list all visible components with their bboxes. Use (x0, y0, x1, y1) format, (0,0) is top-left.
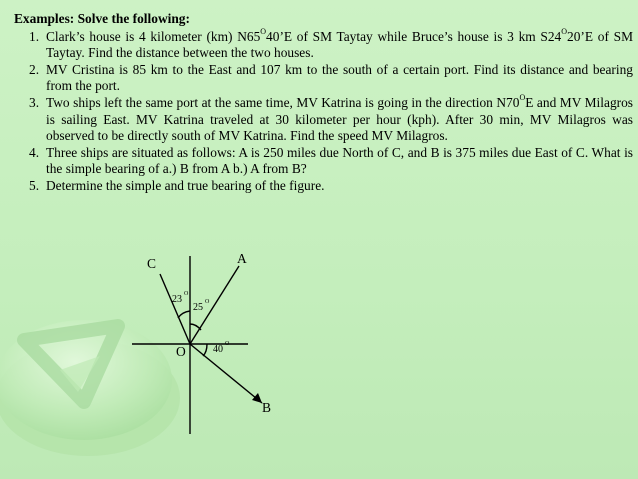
label-c: C (147, 256, 157, 271)
degree-mark-b: O (225, 341, 230, 347)
problem-text: MV Cristina is 85 km to the East and 107 km to the south of a certain port. Find its distance and bearing from the port. (46, 61, 633, 94)
label-b: B (262, 400, 272, 415)
problem-item-1: 1. Clark’s house is 4 kilometer (km) $N65^O40’E$ of SM Taytay while Bruce’s house is 3 km $S24^O20’E$ of SM Taytay. Find the distance between the two houses. (29, 26, 634, 61)
ray-ob (190, 344, 262, 403)
problem-number: 4. (29, 144, 40, 160)
label-o: O (176, 344, 186, 359)
examples-heading: Examples: Solve the following: (14, 11, 190, 26)
ray-oc (160, 274, 190, 344)
problem-item-3: 3. Two ships left the same port at the same time, MV Katrina is going in the direction $N70^OE$ and MV Milagros is sailing East. MV Katrina traveled at 30 kilometer per hour (kph). After 30 min, MV Milagros was observed to be directly south of MV Katrina. Find the speed MV Milagros. (29, 92, 634, 144)
label-a: A (237, 251, 247, 266)
angle-arc-c (178, 311, 190, 318)
angle-label-b: 40 (213, 344, 223, 355)
angle-label-a: 25 (193, 302, 203, 313)
arrowhead-b (252, 393, 262, 403)
problem-number: 1. (29, 28, 40, 44)
problem-text: Three ships are situated as follows: A is 250 miles due North of C, and B is 375 miles due East of C. What is the simple bearing of a.) B from A b.) A from B? (46, 144, 633, 177)
problem-number: 3. (29, 94, 40, 110)
problem-text: Determine the simple and true bearing of the figure. (46, 177, 325, 193)
problem-number: 2. (29, 61, 40, 77)
degree-mark-a: O (205, 299, 210, 305)
angle-arc-a (190, 324, 201, 330)
degree-mark-c: O (184, 291, 189, 297)
angle-arc-b (203, 344, 207, 356)
problem-number: 5. (29, 177, 40, 193)
angle-label-c: 23 (172, 294, 182, 305)
